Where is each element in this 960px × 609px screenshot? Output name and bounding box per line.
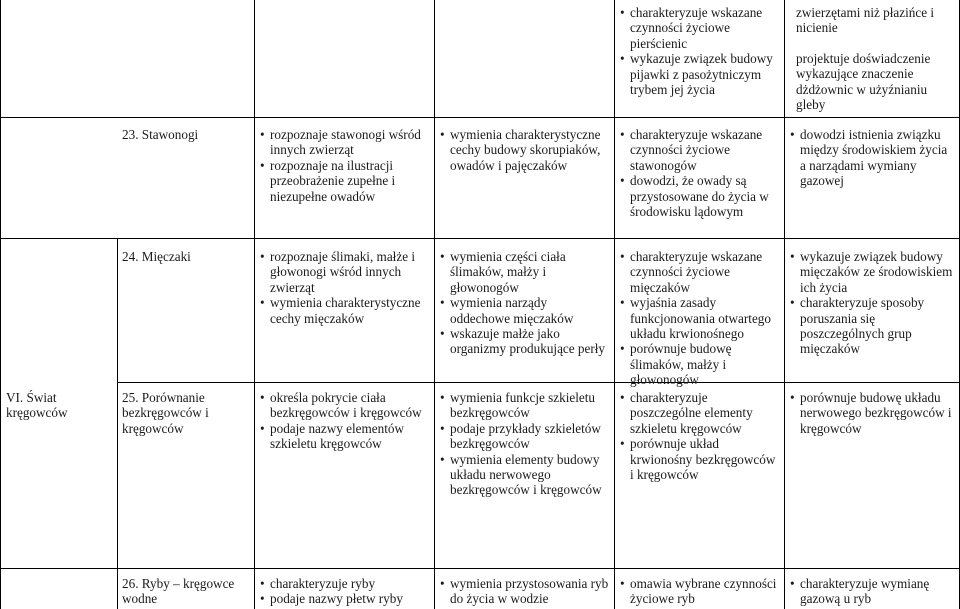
row25-col4 — [620, 390, 780, 482]
row-divider — [0, 117, 960, 118]
row24-col3 — [440, 249, 610, 357]
topic-porownanie: 25. Porównanie bezkręgowców i kręgowców — [122, 390, 209, 436]
list-item: • charakteryzuje wskazane czynności życiowe mięczaków — [620, 249, 780, 295]
topic-mieczaki: 24. Mięczaki — [122, 249, 191, 264]
list-item: • dowodzi, że owady są przystosowane do życia w środowisku lądowym — [620, 173, 780, 219]
row23-col4 — [620, 127, 780, 219]
row25-col3 — [440, 390, 610, 498]
row24-col5 — [790, 249, 955, 357]
list-item: • wymienia elementy budowy układu nerwowego bezkręgowców i kręgowców — [440, 452, 610, 498]
grid-line — [117, 238, 118, 609]
list-item: • charakteryzuje wskazane czynności życiowe stawonogów — [620, 127, 780, 173]
row23-col3 — [440, 127, 610, 173]
row26-col5 — [790, 576, 955, 607]
row25-col5 — [790, 390, 955, 436]
row26-col2 — [260, 576, 430, 607]
list-item: • wyjaśnia zasady funkcjonowania otwartego układu krwionośnego — [620, 295, 780, 341]
section-title: VI. Świat kręgowców — [6, 390, 68, 421]
list-item: • charakteryzuje sposoby poruszania się poszczególnych grup mięczaków — [790, 295, 955, 357]
topic-stawonogi: 23. Stawonogi — [122, 127, 199, 142]
list-item: • wymienia charakterystyczne cechy budowy skorupiaków, owadów i pajęczaków — [440, 127, 610, 173]
list-item: • porównuje budowę układu nerwowego bezkręgowców i kręgowców — [790, 390, 955, 436]
grid-line — [434, 0, 435, 609]
text-line: zwierzętami niż płazińce i nicienie — [796, 5, 935, 36]
list-item: • podaje przykłady szkieletów bezkręgowców — [440, 421, 610, 452]
row23-col5 — [790, 127, 955, 189]
grid-line — [0, 0, 1, 609]
list-item: • podaje nazwy elementów szkieletu kręgowców — [260, 421, 430, 452]
list-item: • dowodzi istnienia związku między środowiskiem życia a narządami wymiany gazowej — [790, 127, 955, 189]
row22-col4 — [620, 5, 780, 97]
list-item: • charakteryzuje wymianę gazową u ryb — [790, 576, 955, 607]
list-item: • wymienia przystosowania ryb do życia w wodzie — [440, 576, 610, 607]
row-divider — [0, 568, 960, 569]
list-item: • porównuje układ krwionośny bezkręgowców i kręgowców — [620, 436, 780, 482]
list-item: • rozpoznaje stawonogi wśród innych zwierząt — [260, 127, 430, 158]
text-line: projektuje doświadczenie wykazujące znaczenie dżdżownic w użyźnianiu gleby — [796, 50, 931, 113]
topic-ryby: 26. Ryby – kręgowce wodne — [122, 576, 235, 607]
list-item: • charakteryzuje wskazane czynności życiowe pierścienic — [620, 5, 780, 51]
list-item: • wykazuje związek budowy mięczaków ze środowiskiem ich życia — [790, 249, 955, 295]
list-item: • omawia wybrane czynności życiowe ryb — [620, 576, 780, 607]
list-item: • charakteryzuje poszczególne elementy szkieletu kręgowców — [620, 390, 780, 436]
row25-col2 — [260, 390, 430, 452]
list-item: • charakteryzuje ryby — [260, 576, 430, 591]
list-item: • porównuje budowę ślimaków, małży i głowonogów — [620, 341, 780, 387]
list-item: • rozpoznaje ślimaki, małże i głowonogi wśród innych zwierząt — [260, 249, 430, 295]
list-item: • podaje nazwy płetw ryby — [260, 591, 430, 606]
row26-col3 — [440, 576, 610, 607]
row26-col4 — [620, 576, 780, 607]
list-item: • wymienia narządy oddechowe mięczaków — [440, 295, 610, 326]
grid-line — [254, 0, 255, 609]
grid-line — [614, 0, 615, 609]
list-item: • wskazuje małże jako organizmy produkujące perły — [440, 326, 610, 357]
grid-line — [784, 0, 785, 609]
row22-col5 — [796, 5, 956, 112]
list-item: • wykazuje związek budowy pijawki z pasożytniczym trybem jej życia — [620, 51, 780, 97]
row-divider — [117, 382, 960, 383]
row23-col2 — [260, 127, 430, 204]
list-item: • wymienia funkcje szkieletu bezkręgowców — [440, 390, 610, 421]
list-item: • wymienia charakterystyczne cechy mięczaków — [260, 295, 430, 326]
list-item: • wymienia części ciała ślimaków, małży i głowonogów — [440, 249, 610, 295]
list-item: • określa pokrycie ciała bezkręgowców i kręgowców — [260, 390, 430, 421]
list-item: • rozpoznaje na ilustracji przeobrażenie zupełne i niezupełne owadów — [260, 158, 430, 204]
row24-col4 — [620, 249, 780, 388]
row24-col2 — [260, 249, 430, 326]
row-divider — [0, 238, 960, 239]
